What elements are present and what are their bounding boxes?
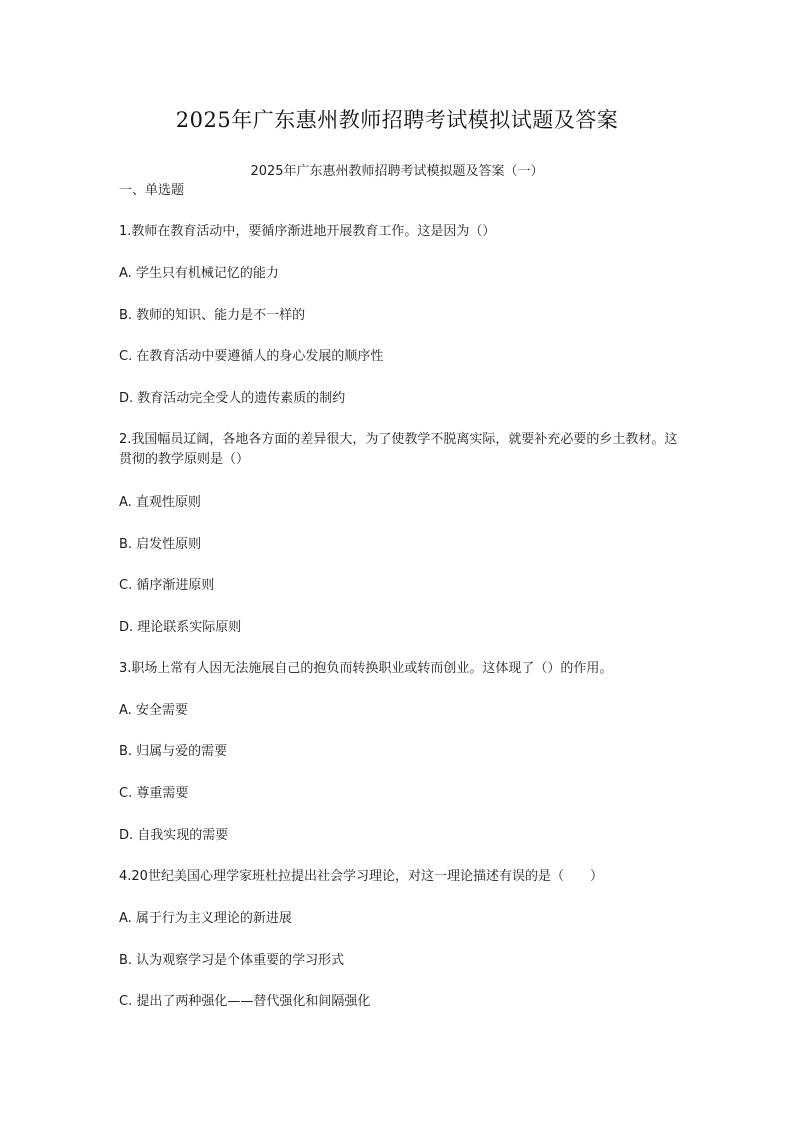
question-option: C. 提出了两种强化——替代强化和间隔强化	[119, 994, 371, 1009]
question-stem: 1.教师在教育活动中，要循序渐进地开展教育工作。这是因为（）	[119, 224, 496, 239]
question-option: A. 属于行为主义理论的新进展	[119, 911, 292, 926]
document-subtitle: 2025年广东惠州教师招聘考试模拟题及答案（一）	[250, 164, 544, 179]
question-option: C. 尊重需要	[119, 786, 189, 801]
question-option: A. 学生只有机械记忆的能力	[119, 266, 279, 281]
question-option: C. 循序渐进原则	[119, 578, 215, 593]
question-option: D. 自我实现的需要	[119, 828, 229, 843]
question-option: D. 教育活动完全受人的遗传素质的制约	[119, 391, 346, 406]
question-option: B. 启发性原则	[119, 537, 202, 552]
section-heading: 一、单选题	[119, 183, 185, 198]
question-option: B. 归属与爱的需要	[119, 744, 228, 759]
question-stem: 2.我国幅员辽阔，各地各方面的差异很大，为了使教学不脱离实际，就要补充必要的乡土教材。这贯彻的教学原则是（）	[119, 432, 678, 467]
question-option: D. 理论联系实际原则	[119, 620, 242, 635]
question-stem: 3.职场上常有人因无法施展自己的抱负而转换职业或转而创业。这体现了（）的作用。	[119, 661, 613, 676]
question-option: B. 认为观察学习是个体重要的学习形式	[119, 953, 345, 968]
question-option: A. 直观性原则	[119, 495, 201, 510]
question-option: C. 在教育活动中要遵循人的身心发展的顺序性	[119, 349, 384, 364]
question-option: B. 教师的知识、能力是不一样的	[119, 308, 306, 323]
document-title: 2025年广东惠州教师招聘考试模拟试题及答案	[175, 108, 619, 132]
question-stem: 4.20世纪美国心理学家班杜拉提出社会学习理论，对这一理论描述有误的是（ ）	[119, 869, 603, 884]
question-option: A. 安全需要	[119, 703, 188, 718]
